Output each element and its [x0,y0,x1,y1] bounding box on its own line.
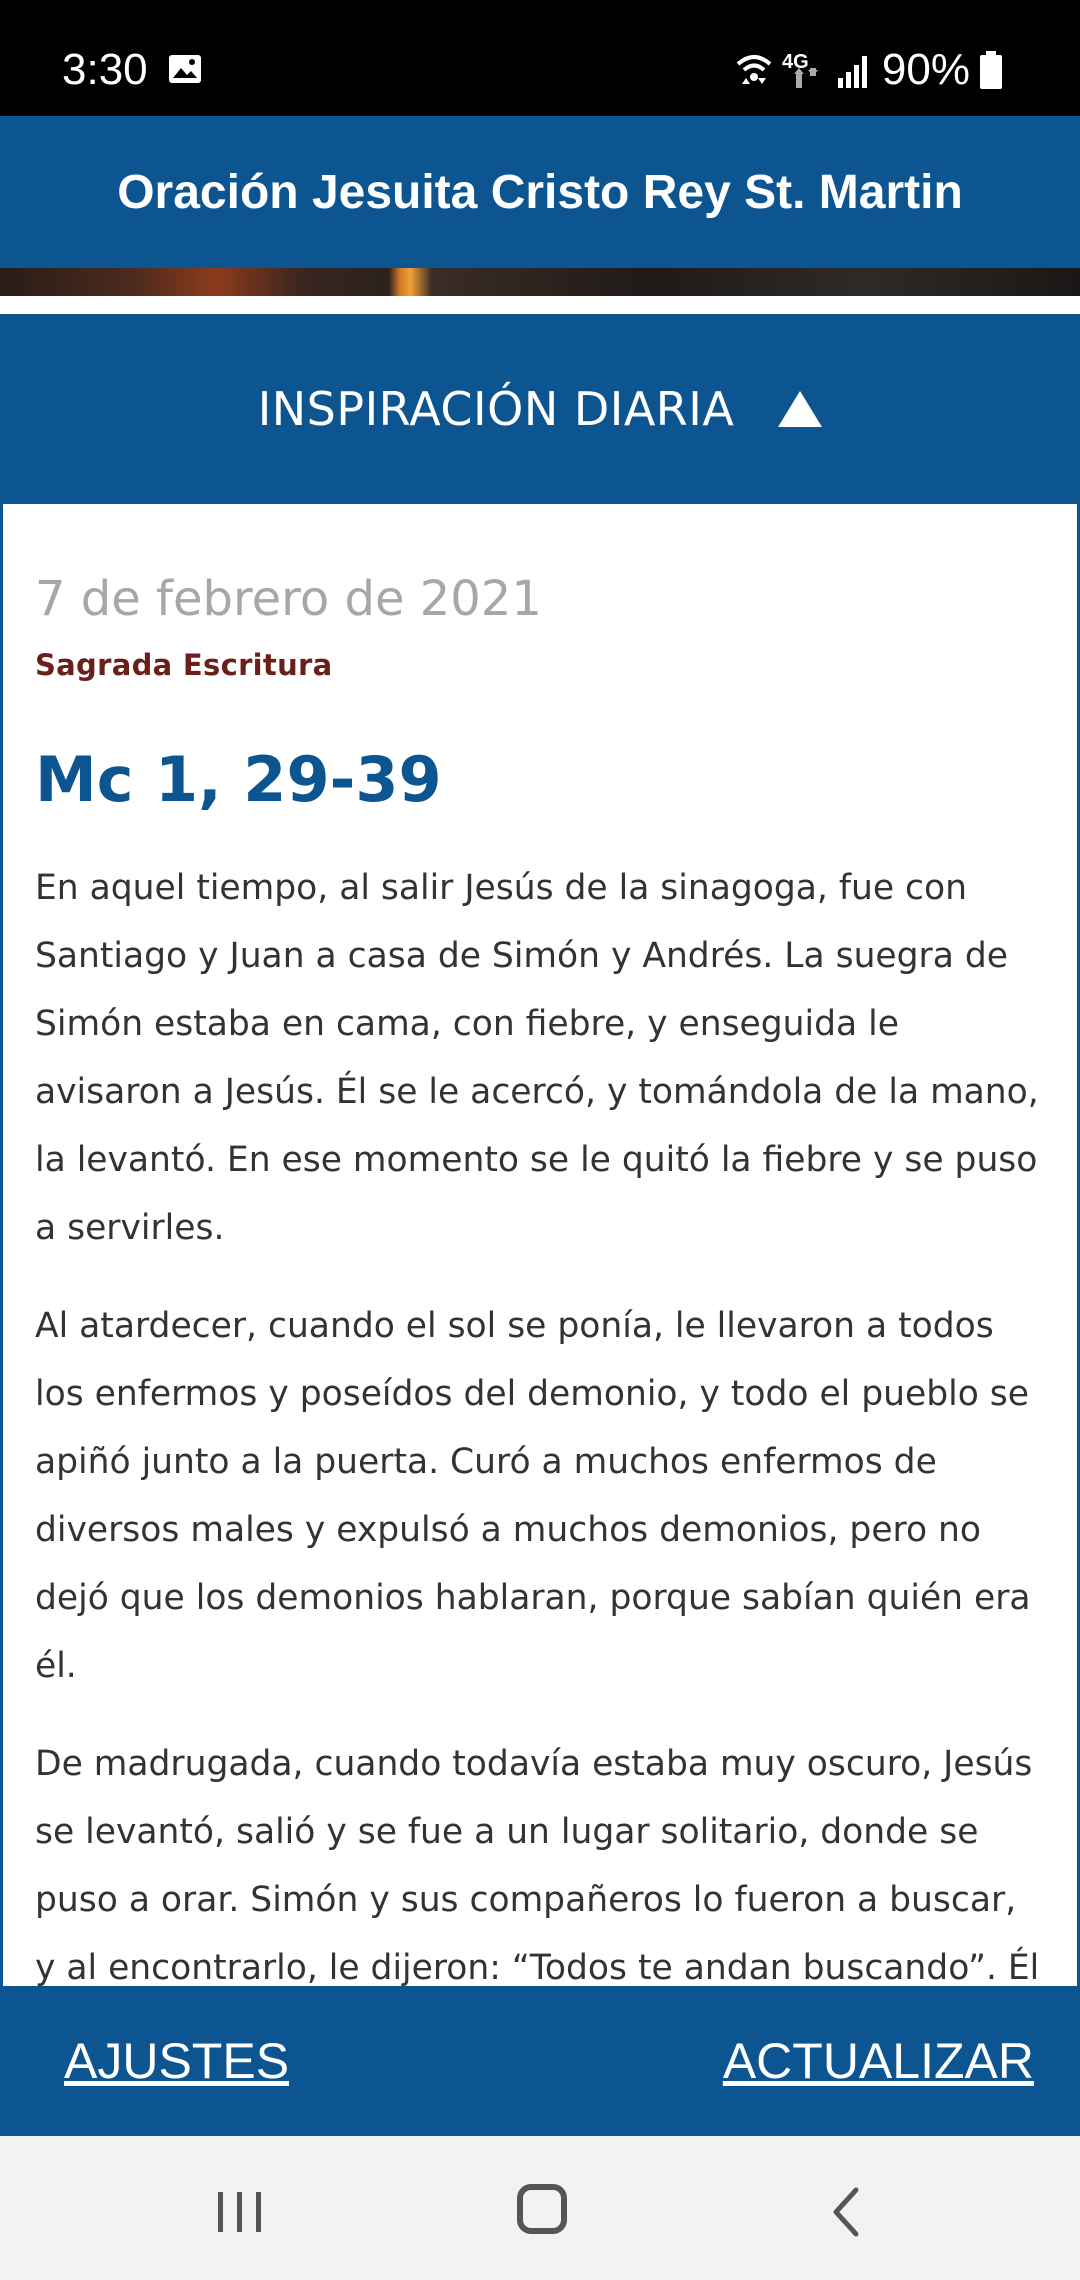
network-type-label: 4G [781,51,809,73]
recents-icon[interactable] [216,2188,264,2236]
header-photo [0,268,1080,296]
reading-body [3,564,1077,1986]
divider [0,296,1080,314]
status-bar [0,0,1080,116]
app-header [0,116,1080,268]
reading-date: 7 de febrero de 2021 [35,571,542,627]
action-bar [0,1986,1080,2136]
section-title: INSPIRACIÓN DIARIA [257,382,735,436]
battery-icon [980,51,1002,89]
wifi-icon [736,50,772,90]
settings-button[interactable]: AJUSTES [64,2033,290,2089]
app-title: Oración Jesuita Cristo Rey St. Martin [117,165,963,219]
network-4g-icon [782,50,828,90]
status-time: 3:30 [62,45,148,94]
status-indicators [736,44,1002,96]
back-icon[interactable] [826,2184,866,2240]
signal-icon [838,52,872,88]
reading-paragraph: De madrugada, cuando todavía estaba muy oscuro, Jesús se levantó, salió y se fue a un lugar solitario, donde se puso a orar. Simón y sus compañeros lo fueron a buscar, y al encontrarlo, le dijeron: “Todos te andan buscando”. Él [35,1744,1040,1986]
reading-category: Sagrada Escritura [35,648,333,682]
reading-reference: Mc 1, 29-39 [35,743,442,816]
battery-percent: 90% [881,45,970,94]
image-icon [168,54,202,84]
refresh-button[interactable]: ACTUALIZAR [722,2033,1034,2089]
home-icon[interactable] [517,2184,567,2234]
daily-inspiration-toggle[interactable] [0,314,1080,504]
reading-content[interactable] [0,504,1080,1986]
triangle-up-icon [778,391,822,427]
reading-paragraph: En aquel tiempo, al salir Jesús de la sinagoga, fue con Santiago y Juan a casa de Simón y Andrés. La suegra de Simón estaba en cama, con fiebre, y enseguida le avisaron a Jesús. Él se le acercó, y tomándola de la mano, la levantó. En ese momento se le quitó la fiebre y se puso a servirles. [35,868,1039,1248]
reading-paragraph: Al atardecer, cuando el sol se ponía, le llevaron a todos los enfermos y poseídos del demonio, y todo el pueblo se apiñó junto a la puerta. Curó a muchos enfermos de diversos males y expulsó a muchos demonios, pero no dejó que los demonios hablaran, porque sabían quién era él. [35,1306,1031,1686]
system-nav-bar [0,2136,1080,2280]
